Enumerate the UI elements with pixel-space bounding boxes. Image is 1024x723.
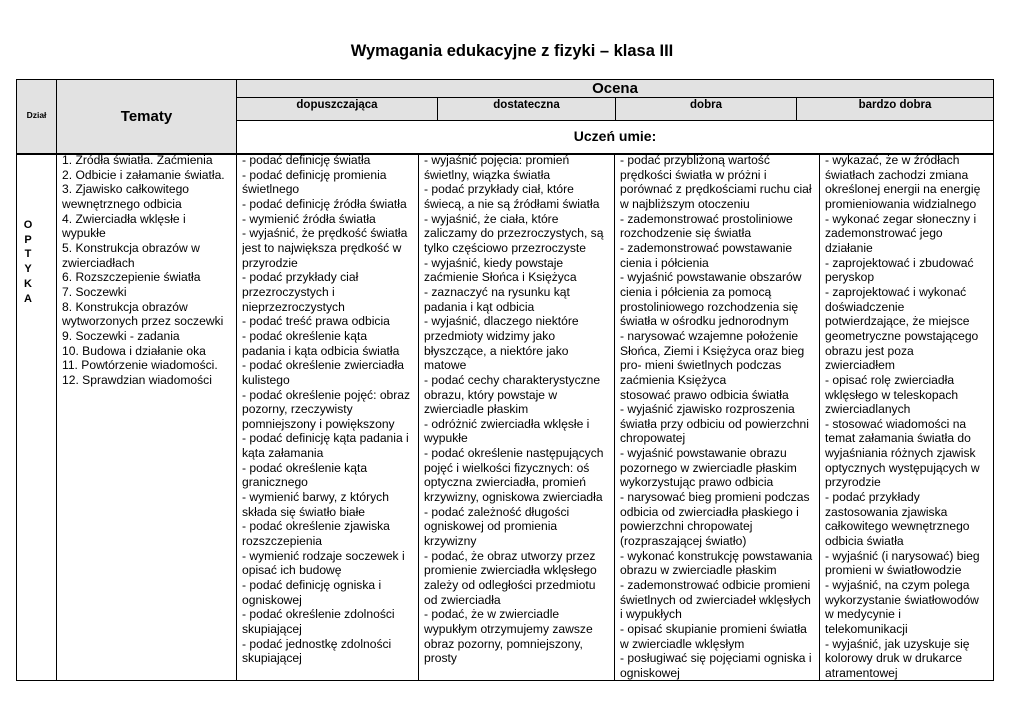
text-line: całkowitego wewnętrznego [825,519,970,534]
text-line: - podać przykłady [825,490,920,505]
topics-column [62,153,234,388]
text-line: krzywizny, ogniskowa zwierciadła [424,490,603,505]
text-line: - wyjaśnić (i narysować) bieg [825,548,980,563]
text-line: - wykonać konstrukcję powstawania [620,548,813,563]
text-line: i wypukłych [620,607,682,622]
text-line: - wyjaśnić, na czym polega [825,578,970,593]
text-line: 5. Konstrukcja obrazów w [62,240,200,255]
text-line: 11. Powtórzenie wiadomości. [62,358,218,373]
text-line: świetlnych od zwierciadeł wklęsłych [620,592,811,607]
text-line: - podać definicję kąta padania i [242,431,409,446]
text-line: krzywizny [424,534,477,549]
text-line: - podać określenie następujących [424,446,604,461]
text-line: - wymienić źródła światła [242,211,376,226]
text-line: 4. Zwierciadła wklęsłe i [62,211,186,226]
text-line: wypukłym otrzymujemy zawsze [424,622,593,636]
section-letter: A [24,292,32,305]
text-line: cienia i półcienia [620,255,709,270]
text-line: w medycynie i [825,607,901,622]
text-line: wewnętrznego odbicia [62,196,182,211]
text-line: 1. Źródła światła. Zaćmienia [62,153,213,167]
section-letter: Y [24,263,32,276]
text-line: rozszczepienia [242,534,322,549]
text-line: zaćmienia Księżyca [620,372,727,387]
text-line: pozorny, rzeczywisty [242,402,353,417]
text-line: świetlny, wiązka światła [424,167,551,182]
text-line: wykorzystując prawo odbicia [620,475,774,490]
text-line: 2. Odbicie i załamanie światła. [62,167,225,182]
text-line: 6. Rozszczepienie światła [62,270,201,285]
text-line: - zademonstrować prostoliniowe [620,211,793,226]
header-grade-dobra: dobra [690,99,722,111]
text-line: - posługiwać się pojęciami ogniska i [620,651,812,666]
text-line: ogniskowej [242,592,302,607]
text-line: obrazu jest poza [825,343,914,358]
text-line: - narysować wzajemne położenie [620,328,799,343]
dobra-column [620,153,817,681]
text-line: kolorowy druk w drukarce [825,651,963,666]
text-line: - wykonać zegar słoneczny i [825,211,977,226]
text-line: działanie [825,240,873,255]
text-line: zwierciadłem [825,358,895,373]
text-line: obraz pozorny, pomniejszony, [424,636,583,651]
text-line: świecą, a nie są źródłami światła [424,196,600,211]
text-line: wykorzystanie światłowodów [825,592,979,607]
text-line: telekomunikacji [825,622,908,636]
text-line: 7. Soczewki [62,284,127,299]
section-letter: P [24,233,32,246]
text-line: - podać określenie zjawiska [242,519,390,534]
text-line: - zaprojektować i wykonać [825,284,967,299]
text-line: - narysować bieg promieni podczas [620,490,810,505]
text-line: wypukłe [62,226,106,241]
text-line: padania i kąt odbicia [424,299,535,314]
text-line: pozornego w zwierciadle płaskim [620,460,797,475]
text-line: - podać, że obraz utworzy przez [424,548,596,563]
text-line: kulistego [242,372,290,387]
text-line: 9. Soczewki - zadania [62,328,180,343]
divider-body-1 [418,153,419,681]
text-line: - zademonstrować powstawanie [620,240,793,255]
text-line: padania i kąta odbicia światła [242,343,400,358]
text-line: zaćmienie Słońca i Księżyca [424,270,577,285]
text-line: optyczna zwierciadła, promień [424,475,586,490]
text-line: prędkości światła w próżni i [620,167,767,182]
text-line: 10. Budowa i działanie oka [62,343,206,358]
text-line: prosty [424,651,457,666]
text-line: przezroczystych i [242,284,335,299]
text-line: 12. Sprawdzian wiadomości [62,372,212,387]
section-letter: T [24,248,32,261]
table-border-right [993,79,994,681]
text-line: zależy od odległości przedmiotu [424,578,596,593]
text-line: - odróżnić zwierciadła wklęsłe i [424,416,590,431]
text-line: potwierdzające, że miejsce [825,314,970,329]
text-line: światła przy odbiciu od powierzchni [620,416,809,431]
divider-dzial [56,79,57,681]
text-line: - podać przykłady ciał, które [424,182,574,197]
text-line: przedmioty widzimy jako [424,328,556,343]
text-line: tylko częściowo przezroczyste [424,240,586,255]
text-line: skupiającej [242,622,302,636]
text-line: opisać ich budowę [242,563,342,578]
text-line: świetlnego [242,182,300,197]
text-line: - wyjaśnić pojęcia: promień [424,153,570,167]
divider-body-2 [614,153,615,681]
text-line: - podać treść prawa odbicia [242,314,390,329]
text-line: - wyjaśnić powstawanie obrazu [620,446,787,461]
text-line: promienie zwierciadła wklęsłego [424,563,597,578]
text-line: skupiającej [242,651,302,666]
text-line: - podać określenie kąta [242,328,368,343]
text-line: granicznego [242,475,308,490]
text-line: wklęsłego w teleskopach [825,387,959,402]
text-line: - wyjaśnić, jak uzyskuje się [825,636,970,651]
text-line: atramentowej [825,665,898,680]
text-line: obrazu, który powstaje w [424,387,558,402]
text-line: - zaznaczyć na rysunku kąt [424,284,570,299]
text-line: składa się światło białe [242,504,366,519]
text-line: wytworzonych przez soczewki [62,314,224,329]
text-line: - podać przykłady ciał [242,270,359,285]
text-line: - podać określenie pojęć: obraz [242,387,411,402]
text-line: w zwierciadle wklęsłym [620,636,745,651]
text-line: temat załamania światła do [825,431,971,446]
text-line: określonej energii na energię [825,182,981,197]
text-line: zwierciadłach [62,255,135,270]
text-line: - podać określenie kąta [242,460,368,475]
text-line: peryskop [825,270,875,285]
text-line: - podać określenie zdolności [242,607,395,622]
text-line: - podać określenie zwierciadła [242,358,405,373]
divider-tematy [236,79,237,681]
text-line: pomniejszony i powiększony [242,416,395,431]
text-line: - wyjaśnić powstawanie obszarów [620,270,802,285]
text-line: ogniskowej od promienia [424,519,558,534]
text-line: odbicia światła [825,534,904,549]
text-line: geometryczne powstającego [825,328,979,343]
dostateczna-column [424,153,612,666]
header-dzial: Dział [26,110,47,120]
text-line: w najbliższym otoczeniu [620,196,750,211]
text-line: przyrodzie [825,475,881,490]
text-line: zastosowania zjawiska [825,504,948,519]
header-uczen-umie: Uczeń umie: [573,128,657,144]
text-line: nieprzezroczystych [242,299,345,314]
text-line: - wyjaśnić, że ciała, które [424,211,559,226]
text-line: cienia i półcienia za pomocą [620,284,772,299]
text-line: - zademonstrować odbicie promieni [620,578,811,593]
text-line: - podać, że w zwierciadle [424,607,560,622]
text-line: - wyjaśnić zjawisko rozproszenia [620,402,795,417]
text-line: - wyjaśnić, że prędkość światła [242,226,408,241]
text-line: - opisać rolę zwierciadła [825,372,955,387]
text-line: zaliczamy do przezroczystych, są [424,226,604,241]
text-line: - podać definicję promienia [242,167,387,182]
text-line: jest to największa prędkość w [242,240,402,255]
text-line: zademonstrować jego [825,226,943,241]
header-tematy: Tematy [120,108,173,125]
header-grade-bardzo-dobra: bardzo dobra [858,99,932,111]
text-line: matowe [424,358,467,373]
text-line: - wyjaśnić, dlaczego niektóre [424,314,579,329]
text-line: - podać przybliżoną wartość [620,153,770,167]
text-line: od zwierciadła [424,592,501,607]
text-line: - podać zależność długości [424,504,570,519]
text-line: zwierciadlanych [825,402,911,417]
text-line: - wymienić barwy, z których [242,490,389,505]
text-line: wypukłe [424,431,468,446]
text-line: obrazu w zwierciadle płaskim [620,563,777,578]
text-line: porównać z prędkościami ruchu ciał [620,182,812,197]
text-line: ogniskowej [620,665,680,680]
text-line: zwierciadle płaskim [424,402,529,417]
divider-body-3 [819,153,820,681]
section-label-optyka [16,218,40,306]
text-line: odbicia od zwierciadła płaskiego i [620,504,799,519]
text-line: powierzchni chropowatej [620,519,753,534]
text-line: 8. Konstrukcja obrazów [62,299,188,314]
text-line: - wykazać, że w źródłach [825,153,960,167]
text-line: pro- mieni świetlnych podczas [620,358,782,373]
text-line: - podać definicję źródła światła [242,196,407,211]
text-line: światła w ośrodku jednorodnym [620,314,789,329]
text-line: Słońca, Ziemi i Księżyca oraz bieg [620,343,805,358]
text-line: rozchodzenie się światła [620,226,752,241]
text-line: stosować prawo odbicia światła [620,387,789,402]
header-grade-dopuszczajaca: dopuszczająca [296,99,378,111]
text-line: 3. Zjawisko całkowitego [62,182,190,197]
text-line: wyjaśniania różnych zjawisk [825,446,976,461]
text-line: - podać definicję światła [242,153,371,167]
text-line: prostoliniowego rozchodzenia się [620,299,799,314]
table-border-left [16,79,17,681]
header-ocena: Ocena [592,80,638,97]
text-line: - podać definicję ogniska i [242,578,382,593]
text-line: kąta załamania [242,446,324,461]
text-line: światłach zachodzi zmiana [825,167,969,182]
text-line: chropowatej [620,431,686,446]
text-line: (rozpraszającej światło) [620,534,747,549]
header-grade-dostateczna: dostateczna [493,99,560,111]
text-line: optycznych występujących w [825,460,980,475]
text-line: - opisać skupianie promieni światła [620,622,807,636]
text-line: - wymienić rodzaje soczewek i [242,548,405,563]
text-line: promieniowania widzialnego [825,196,977,211]
text-line: - podać jednostkę zdolności [242,636,392,651]
text-line: - stosować wiadomości na [825,416,967,431]
section-letter: O [23,219,33,231]
dopuszczajaca-column [242,153,416,666]
text-line: - podać cechy charakterystyczne [424,372,601,387]
text-line: przyrodzie [242,255,298,270]
text-line: promieni w światłowodzie [825,563,962,578]
text-line: doświadczenie [825,299,905,314]
text-line: - wyjaśnić, kiedy powstaje [424,255,564,270]
text-line: pojęć i wielkości fizycznych: oś [424,460,590,475]
bardzo-dobra-column [825,153,991,681]
page-title: Wymagania edukacyjne z fizyki – klasa III [350,42,674,60]
text-line: - zaprojektować i zbudować [825,255,974,270]
text-line: błyszczące, a niektóre jako [424,343,569,358]
section-letter: K [24,277,32,290]
